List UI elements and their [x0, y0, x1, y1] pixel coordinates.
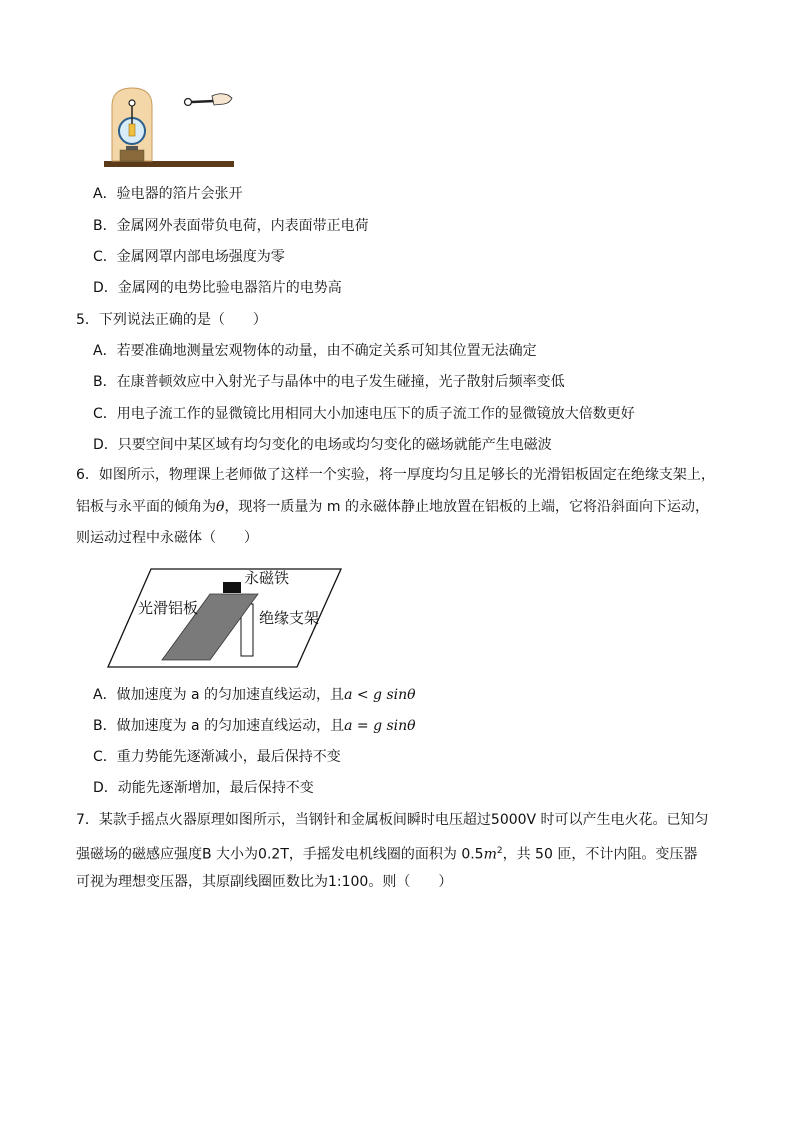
q6-option-b-math: a = g sinθ: [344, 718, 416, 734]
q7-unit-exponent: 2: [496, 846, 503, 856]
q6-stem-line2-part2: ，现将一质量为 m 的永磁体静止地放置在铝板的上端，它将沿斜面向下运动，: [224, 499, 709, 515]
q7-stem-line2: [76, 841, 697, 865]
q5-option-c: C．用电子流工作的显微镜比用相同大小加速电压下的质子流工作的显微镜放大倍数更好: [93, 406, 635, 422]
q7-unit-m: m: [483, 846, 497, 863]
table-top: [104, 161, 234, 167]
q5-option-b: B．在康普顿效应中入射光子与晶体中的电子发生碰撞，光子散射后频率变低: [93, 374, 565, 390]
q6-option-a-text: A．做加速度为 a 的匀加速直线运动，且: [93, 687, 345, 703]
charged-ball: [185, 99, 192, 106]
q7-stem-line3: 可视为理想变压器，其原副线圈匝数比为1:100。则（ ）: [76, 874, 453, 890]
q4-option-d: D．金属网的电势比验电器箔片的电势高: [93, 280, 342, 296]
q6-option-a-math: a < g sinθ: [344, 687, 416, 703]
q6-stem-line3: 则运动过程中永磁体（ ）: [76, 530, 258, 546]
q7-stem-line1: 7．某款手摇点火器原理如图所示，当钢针和金属板间瞬时电压超过5000V 时可以产生电火花。已知匀: [76, 812, 709, 828]
q4-option-c: C．金属网罩内部电场强度为零: [93, 249, 285, 265]
q7-stem-line2-part2: ，共 50 匝，不计内阻。变压器: [502, 846, 698, 863]
q6-stem-line1: 6．如图所示，物理课上老师做了这样一个实验，将一厚度均匀且足够长的光滑铝板固定在绝缘支架上，: [76, 467, 715, 483]
q6-theta: θ: [216, 499, 225, 515]
q6-option-b-text: B．做加速度为 a 的匀加速直线运动，且: [93, 718, 345, 734]
q6-option-c: C．重力势能先逐渐减小，最后保持不变: [93, 749, 341, 765]
q4-option-b: B．金属网外表面带负电荷，内表面带正电荷: [93, 218, 369, 234]
q6-option-b: [93, 716, 416, 736]
q4-option-a: A．验电器的箔片会张开: [93, 186, 243, 202]
electroscope-base: [120, 150, 144, 161]
charged-rod: [192, 101, 214, 102]
q6-stem-line2: [76, 497, 709, 517]
label-plate: 光滑铝板: [138, 599, 199, 617]
q6-option-d: D．动能先逐渐增加，最后保持不变: [93, 780, 314, 796]
electroscope-figure: [100, 86, 240, 172]
electroscope-foils: [129, 124, 135, 136]
q5-option-d: D．只要空间中某区域有均匀变化的电场或均匀变化的磁场就能产生电磁波: [93, 437, 552, 453]
hand: [212, 94, 232, 105]
label-support: 绝缘支架: [259, 609, 320, 627]
label-magnet: 永磁铁: [244, 569, 290, 587]
q7-stem-line2-part1: 强磁场的磁感应强度B 大小为0.2T，手摇发电机线圈的面积为 0.5: [76, 846, 484, 863]
q5-option-a: A．若要准确地测量宏观物体的动量，由不确定关系可知其位置无法确定: [93, 343, 537, 359]
inclined-plate-figure: [105, 566, 345, 670]
magnet: [223, 582, 241, 593]
q6-stem-line2-part1: 铝板与永平面的倾角为: [76, 499, 216, 515]
q5-stem: 5．下列说法正确的是（ ）: [76, 312, 267, 328]
electroscope-knob: [129, 100, 135, 106]
q6-option-a: [93, 685, 416, 705]
